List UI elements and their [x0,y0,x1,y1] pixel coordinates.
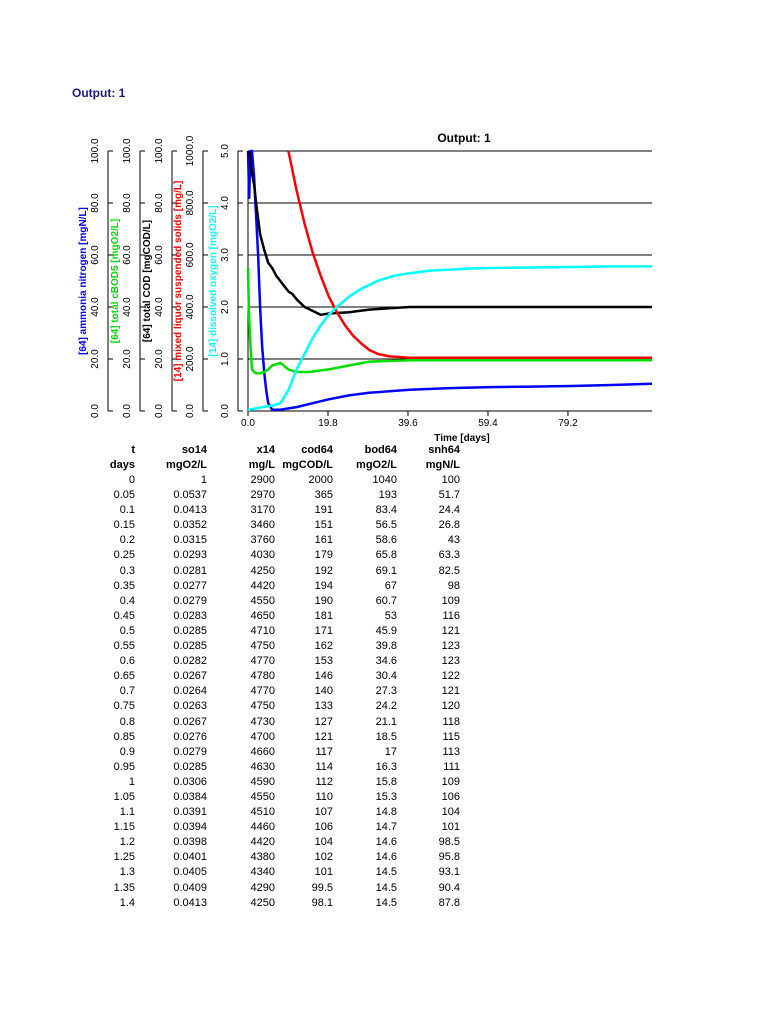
table-cell: 98.5 [438,836,460,849]
table-cell: 1.35 [113,881,135,894]
table-row [95,548,460,563]
table-cell: 4730 [250,715,275,728]
y-axis-label: [64] ammonia nitrogen [mgN/L] [78,207,89,355]
x-tick-label: 19.8 [318,418,338,429]
table-row [95,669,460,684]
table-cell: 4420 [250,836,275,849]
table-cell: 151 [314,519,333,532]
y-axis-label: [14] dissolved oxygen [mgO2/L] [208,205,219,357]
table-cell: 111 [443,760,460,773]
table-cell: 98.1 [311,896,333,909]
table-cell: 1.2 [119,836,135,849]
column-header: mg/L [248,459,275,471]
table-cell: 4630 [250,760,275,773]
table-row [95,896,460,911]
table-row [95,850,460,865]
data-table [95,443,460,911]
x-tick-label: 79.2 [558,418,578,429]
table-cell: 4770 [250,655,275,668]
table-cell: 1.05 [113,790,135,803]
table-cell: 0.0281 [173,564,207,577]
table-cell: 0.0276 [173,730,207,743]
table-cell: 0.0285 [173,624,207,637]
table-cell: 16.3 [375,760,397,773]
y-tick-label: 200.0 [185,346,196,372]
y-tick-label: 100.0 [122,138,133,164]
y-tick-label: 3.0 [220,248,231,262]
table-cell: 90.4 [438,881,460,894]
table-row [95,639,460,654]
table-cell: 58.6 [375,534,397,547]
table-cell: 83.4 [375,504,397,517]
table-cell: 4030 [250,549,275,562]
table-cell: 0.05 [113,489,135,502]
table-row [95,745,460,760]
table-row [95,805,460,820]
table-cell: 0.0391 [173,806,207,819]
table-cell: 0.5 [119,624,135,637]
y-tick-label: 600.0 [185,242,196,268]
series-line [288,151,652,358]
table-row [95,624,460,639]
table-cell: 0.0279 [173,745,207,758]
table-cell: 0.1 [119,504,135,517]
table-cell: 4710 [250,624,275,637]
table-cell: 100 [441,474,460,486]
table-cell: 110 [315,790,333,803]
table-row [95,881,460,896]
table-cell: 95.8 [438,851,460,864]
table-cell: 4290 [250,881,275,894]
y-tick-label: 100.0 [154,138,165,164]
table-cell: 0.0277 [173,579,207,592]
table-row [95,790,460,805]
y-tick-label: 100.0 [90,138,101,164]
y-tick-label: 5.0 [220,144,231,158]
table-body [95,473,460,911]
y-axes [78,135,243,418]
table-cell: 4750 [250,700,275,713]
table-cell: 4510 [250,806,275,819]
table-cell: 34.6 [375,655,397,668]
series-line [248,151,652,315]
table-cell: 0.8 [119,715,135,728]
table-cell: 109 [441,775,460,788]
table-cell: 0.25 [113,549,135,562]
table-row [95,473,460,488]
table-cell: 39.8 [375,640,397,653]
table-cell: 0.65 [113,670,135,683]
y-axis-label: [64] total cBOD5 [mgO2/L] [110,218,121,344]
table-cell: 193 [378,489,397,502]
table-cell: 191 [314,504,333,517]
table-cell: 2970 [250,489,275,502]
table-row [95,533,460,548]
column-header: mgN/L [425,459,460,471]
table-cell: 4780 [250,670,275,683]
table-cell: 117 [315,745,333,758]
table-header [95,443,460,473]
y-tick-label: 20.0 [154,349,165,369]
table-cell: 192 [314,564,333,577]
table-cell: 0.0537 [173,489,207,502]
table-row [95,715,460,730]
table-cell: 45.9 [375,624,397,637]
y-tick-label: 2.0 [220,300,231,314]
y-tick-label: 60.0 [154,245,165,265]
y-tick-label: 1000.0 [185,135,196,167]
table-cell: 4340 [250,866,275,879]
table-cell: 0.0398 [173,836,207,849]
table-cell: 4380 [250,851,275,864]
y-tick-label: 40.0 [122,297,133,317]
y-tick-label: 400.0 [185,294,196,320]
table-cell: 18.5 [375,730,397,743]
table-cell: 112 [315,775,333,788]
table-cell: 121 [314,730,333,743]
table-cell: 17 [384,745,397,758]
table-cell: 0.0315 [173,534,207,547]
column-header: days [109,459,135,471]
table-cell: 190 [314,594,333,607]
table-cell: 0.4 [119,594,135,607]
y-axis-label: [14] mixed liquor suspended solids [mg/L] [173,180,184,382]
table-cell: 1.25 [113,851,135,864]
table-cell: 14.7 [375,821,397,834]
y-tick-label: 1.0 [220,352,231,366]
table-cell: 69.1 [375,564,397,577]
x-axis [241,411,578,429]
table-cell: 113 [442,745,460,758]
table-cell: 161 [314,534,333,547]
table-cell: 24.4 [438,504,460,517]
table-cell: 15.3 [375,790,397,803]
output-chart [0,0,768,450]
table-cell: 127 [314,715,333,728]
table-cell: 3460 [250,519,275,532]
table-cell: 0.15 [113,519,135,532]
table-cell: 118 [442,715,460,728]
table-cell: 4770 [250,685,275,698]
table-cell: 0.0306 [173,775,207,788]
y-tick-label: 60.0 [90,245,101,265]
table-row [95,594,460,609]
table-cell: 107 [314,806,333,819]
table-cell: 1.3 [119,866,135,879]
table-cell: 24.2 [375,700,397,713]
table-cell: 1 [200,474,207,486]
table-cell: 4650 [250,609,275,622]
table-cell: 0.6 [119,655,135,668]
table-cell: 0.95 [113,760,135,773]
table-cell: 87.8 [438,896,460,909]
table-cell: 93.1 [438,866,460,879]
y-tick-label: 0.0 [90,404,101,418]
table-cell: 56.5 [375,519,397,532]
table-header-row [95,458,460,473]
column-header: mgO2/L [356,459,397,471]
x-axis-label: Time [days] [434,433,490,444]
table-cell: 0.75 [113,700,135,713]
column-header: x14 [256,444,275,456]
table-cell: 1 [128,775,135,788]
table-cell: 101 [314,866,333,879]
table-cell: 14.6 [375,851,397,864]
table-cell: 146 [314,670,333,683]
table-cell: 114 [315,760,333,773]
table-cell: 1.1 [119,806,135,819]
y-tick-label: 20.0 [122,349,133,369]
table-cell: 30.4 [375,670,397,683]
table-cell: 43 [447,534,460,547]
table-cell: 0.0279 [173,594,207,607]
column-header: snh64 [428,444,460,456]
table-cell: 106 [314,821,333,834]
table-cell: 104 [314,836,333,849]
table-cell: 67 [384,579,397,592]
y-tick-label: 0.0 [122,404,133,418]
table-cell: 104 [441,806,460,819]
table-row [95,564,460,579]
table-cell: 0.0293 [173,549,207,562]
table-cell: 14.5 [375,881,397,894]
table-cell: 2900 [250,474,275,486]
table-cell: 179 [314,549,333,562]
table-cell: 1.4 [119,896,135,909]
column-header: mgCOD/L [282,459,333,471]
table-cell: 109 [441,594,460,607]
table-cell: 162 [314,640,333,653]
table-cell: 4590 [250,775,275,788]
table-row [95,654,460,669]
table-row [95,760,460,775]
table-cell: 115 [442,730,460,743]
table-cell: 116 [442,609,460,622]
table-cell: 4460 [250,821,275,834]
y-tick-label: 0.0 [154,404,165,418]
table-cell: 4700 [250,730,275,743]
table-row [95,820,460,835]
table-cell: 0.85 [113,730,135,743]
table-cell: 0.7 [119,685,135,698]
table-cell: 101 [441,821,460,834]
table-cell: 123 [441,655,460,668]
chart-title: Output: 1 [437,131,491,145]
table-cell: 0.0401 [173,851,207,864]
table-row [95,503,460,518]
table-cell: 121 [441,685,460,698]
column-header: bod64 [364,444,397,456]
column-header: so14 [181,444,207,456]
table-row [95,730,460,745]
table-cell: 0.0263 [173,700,207,713]
table-cell: 0.0352 [173,519,207,532]
x-tick-label: 39.6 [398,418,418,429]
table-cell: 0.0285 [173,760,207,773]
table-row [95,699,460,714]
y-tick-label: 40.0 [154,297,165,317]
table-cell: 4420 [250,579,275,592]
table-cell: 171 [314,624,333,637]
y-tick-label: 4.0 [220,196,231,210]
table-cell: 51.7 [438,489,460,502]
table-cell: 0.0282 [173,655,207,668]
table-cell: 365 [314,489,333,502]
table-cell: 0.0394 [173,821,207,834]
table-cell: 102 [314,851,333,864]
table-cell: 4660 [250,745,275,758]
table-cell: 4250 [250,896,275,909]
table-cell: 4250 [250,564,275,577]
x-tick-label: 0.0 [241,418,255,429]
table-row [95,865,460,880]
table-row [95,609,460,624]
table-cell: 140 [314,685,333,698]
table-cell: 26.8 [438,519,460,532]
table-cell: 0.0283 [173,609,207,622]
table-cell: 99.5 [311,881,333,894]
y-tick-label: 60.0 [122,245,133,265]
table-cell: 0.0409 [173,881,207,894]
table-cell: 14.6 [375,836,397,849]
table-cell: 1040 [372,474,397,486]
table-cell: 14.5 [375,866,397,879]
table-cell: 3170 [250,504,275,517]
table-cell: 122 [441,670,460,683]
y-tick-label: 0.0 [185,404,196,418]
table-cell: 98 [447,579,460,592]
table-cell: 21.1 [375,715,397,728]
y-tick-label: 0.0 [220,404,231,418]
y-axis-label: [64] total COD [mgCOD/L] [142,219,153,343]
table-cell: 0.0264 [173,685,207,698]
table-cell: 0.2 [119,534,135,547]
table-cell: 4550 [250,594,275,607]
table-cell: 0.35 [113,579,135,592]
table-row [95,835,460,850]
table-cell: 0.0267 [173,670,207,683]
table-cell: 121 [441,624,460,637]
table-cell: 0.0384 [173,790,207,803]
table-cell: 0.9 [119,745,135,758]
y-tick-label: 800.0 [185,190,196,216]
table-row [95,488,460,503]
page-heading: Output: 1 [72,86,126,100]
y-tick-label: 80.0 [154,193,165,213]
y-tick-label: 20.0 [90,349,101,369]
table-row [95,684,460,699]
table-cell: 27.3 [375,685,397,698]
table-cell: 60.7 [375,594,397,607]
table-cell: 82.5 [438,564,460,577]
table-cell: 0.0285 [173,640,207,653]
table-cell: 14.5 [375,896,397,909]
table-cell: 181 [314,609,333,622]
table-cell: 3760 [250,534,275,547]
table-cell: 0.0413 [173,504,207,517]
table-cell: 1.15 [113,821,135,834]
table-row [95,579,460,594]
column-header: t [131,444,135,456]
table-cell: 2000 [308,474,333,486]
table-cell: 0.3 [119,564,135,577]
table-header-row [95,443,460,458]
table-cell: 0 [128,474,135,486]
table-cell: 0.45 [113,609,135,622]
table-cell: 120 [441,700,460,713]
y-tick-label: 40.0 [90,297,101,317]
table-row [95,775,460,790]
table-cell: 0.55 [113,640,135,653]
table-cell: 15.8 [375,775,397,788]
y-tick-label: 80.0 [122,193,133,213]
table-cell: 133 [314,700,333,713]
table-cell: 65.8 [375,549,397,562]
table-cell: 123 [441,640,460,653]
table-cell: 4750 [250,640,275,653]
x-tick-label: 59.4 [478,418,498,429]
column-header: cod64 [301,444,333,456]
table-cell: 194 [314,579,333,592]
table-cell: 0.0405 [173,866,207,879]
column-header: mgO2/L [166,459,207,471]
table-cell: 63.3 [438,549,460,562]
table-cell: 4550 [250,790,275,803]
table-cell: 0.0413 [173,896,207,909]
table-cell: 153 [314,655,333,668]
table-cell: 14.8 [375,806,397,819]
table-cell: 0.0267 [173,715,207,728]
y-tick-label: 80.0 [90,193,101,213]
series-lines [248,151,652,410]
table-cell: 106 [441,790,460,803]
table-cell: 53 [384,609,397,622]
table-row [95,518,460,533]
